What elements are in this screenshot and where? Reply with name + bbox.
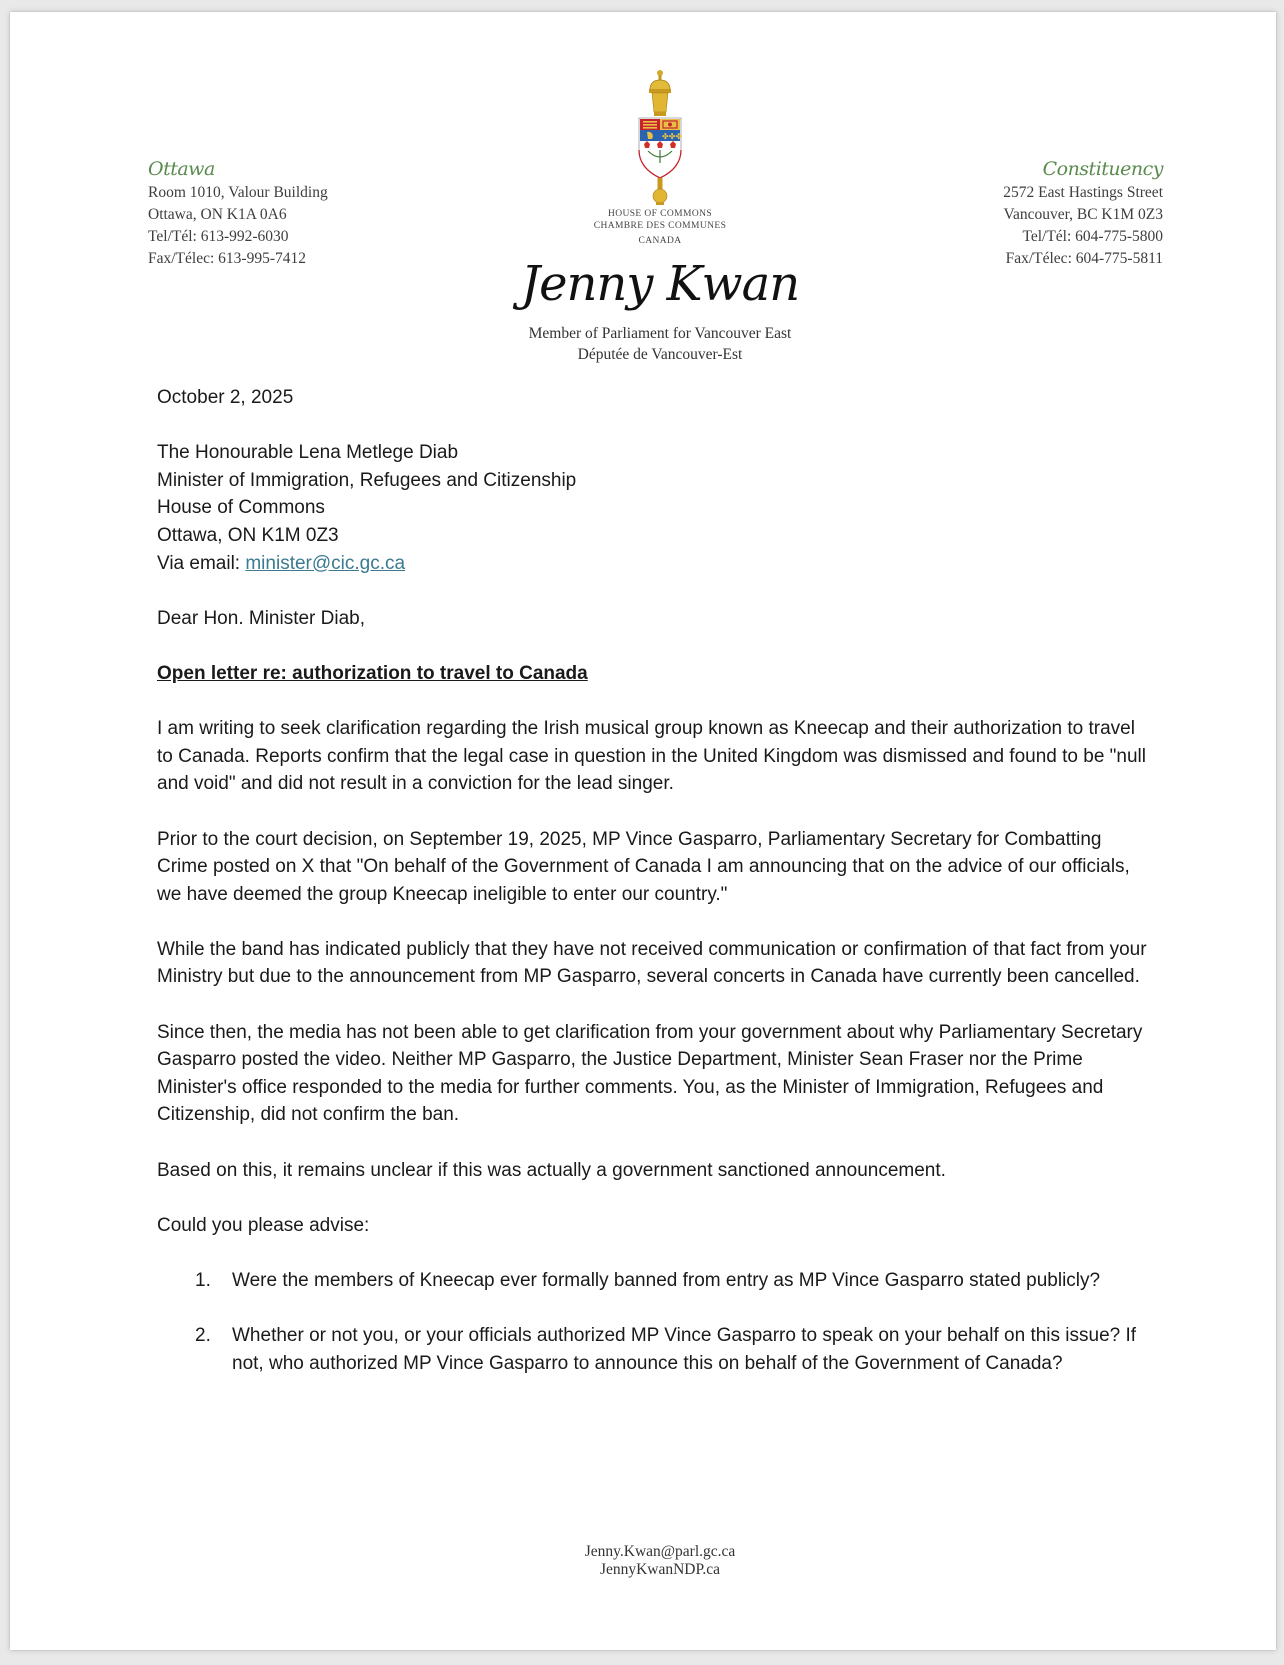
svg-text:✤✤✤: ✤✤✤ [662,132,683,141]
question-item [157,1322,1147,1377]
crest-line: HOUSE OF COMMONS [607,209,713,219]
letter-page [10,12,1276,1650]
ottawa-heading: Ottawa [148,158,215,180]
constituency-fax: Fax/Télec: 604-775-5811 [1005,250,1163,267]
question-item [157,1267,1147,1295]
crest-line: CHAMBRE DES COMMUNES [593,221,727,231]
recipient-name: The Honourable Lena Metlege Diab [157,442,459,464]
letter-date: October 2, 2025 [157,387,294,408]
question-text: Whether or not you, or your officials authorized MP Vince Gasparro to speak on your behalf on this issue? If not, who authorized MP Vince Gasparro to announce this on behalf of the Government of Canada? [232,1325,1137,1374]
ottawa-address-line: Room 1010, Valour Building [148,184,328,201]
body-paragraph: Could you please advise: [157,1214,370,1236]
constituency-address-line: Vancouver, BC K1M 0Z3 [1003,206,1163,223]
ottawa-address-line: Ottawa, ON K1A 0A6 [148,206,287,223]
footer-email: Jenny.Kwan@parl.gc.ca [584,1543,736,1560]
question-text: Were the members of Kneecap ever formally banned from entry as MP Vince Gasparro stated publicly? [232,1270,1101,1291]
body-paragraph: Since then, the media has not been able to get clarification from your government about why Parliamentary Secretary Gasparro posted the video. Neither MP Gasparro, the Justice Department, Minister Sean Fraser nor the Prime Minister's office responded to the media for further comments. You, as the Minister of Immigration, Refugees and Citizenship, did not confirm the ban. [157,1021,1143,1126]
ottawa-fax: Fax/Télec: 613-995-7412 [148,250,306,267]
recipient-address-line: Ottawa, ON K1M 0Z3 [157,524,339,546]
minister-email-link[interactable]: minister@cic.gc.ca [245,552,406,574]
email-label: Via email: [157,552,246,574]
letter-body [157,384,1147,1377]
constituency-phone: Tel/Tél: 604-775-5800 [1022,228,1163,245]
recipient-title: Minister of Immigration, Refugees and Citizenship [157,469,577,491]
letter-footer [500,1543,820,1579]
ottawa-phone: Tel/Tél: 613-992-6030 [148,228,289,245]
constituency-address-line: 2572 East Hastings Street [1003,184,1163,201]
mp-title-block [450,323,870,365]
salutation: Dear Hon. Minister Diab, [157,607,366,629]
constituency-heading: Constituency [1042,158,1163,180]
constituency-address-block [910,157,1163,270]
letter-subject: Open letter re: authorization to travel to Canada [157,662,588,684]
body-paragraph: Based on this, it remains unclear if this was actually a government sanctioned announcement. [157,1159,946,1181]
question-number: 1. [195,1270,211,1291]
house-of-commons-mace-crest-icon [622,68,698,208]
footer-website: JennyKwanNDP.ca [599,1561,721,1578]
mp-signature-name: Jenny Kwan [520,256,800,312]
questions-list [157,1267,1147,1377]
body-paragraph: While the band has indicated publicly that they have not received communication or confirmation of that fact from your Ministry but due to the announcement from MP Gasparro, several concerts in Canada have currently been cancelled. [157,938,1147,988]
house-of-commons-label [530,208,790,247]
mp-title-french: Députée de Vancouver-Est [577,346,743,363]
recipient-address-line: House of Commons [157,497,325,519]
body-paragraph: Prior to the court decision, on September 19, 2025, MP Vince Gasparro, Parliamentary Secretary for Combatting Crime posted on X that "On behalf of the Government of Canada I am announcing that on the advice of our officials, we have deemed the group Kneecap ineligible to enter our country." [157,828,1130,905]
body-paragraph: I am writing to seek clarification regarding the Irish musical group known as Kneecap and their authorization to travel to Canada. Reports confirm that the legal case in question in the United Kingdom was dismissed and found to be "null and void" and did not result in a conviction for the lead singer. [157,718,1146,795]
crest-line: CANADA [638,236,682,246]
recipient-email-line [157,550,1147,578]
mp-title-english: Member of Parliament for Vancouver East [528,325,792,342]
question-number: 2. [195,1325,211,1347]
recipient-block [157,439,1147,577]
ottawa-address-block [148,157,328,270]
